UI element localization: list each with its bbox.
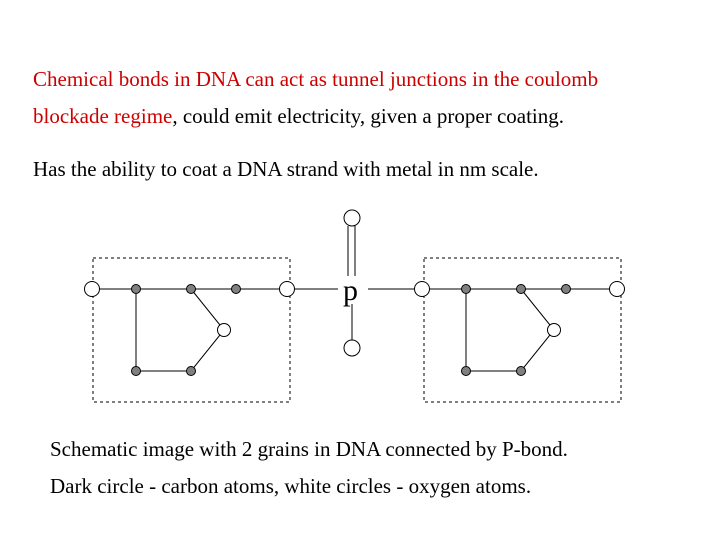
carbon-atom — [517, 367, 526, 376]
intro-line-2-rest: , could emit electricity, given a proper coating. — [172, 104, 565, 128]
oxygen-atom — [218, 324, 231, 337]
oxygen-atom — [548, 324, 561, 337]
caption-line-1: Schematic image with 2 grains in DNA connected by P-bond. — [50, 437, 568, 461]
carbon-atom — [132, 367, 141, 376]
right-grain-border — [424, 258, 621, 402]
carbon-atom — [232, 285, 241, 294]
left-ring — [136, 289, 224, 371]
oxygen-atom — [415, 282, 430, 297]
intro-line-1-text: Chemical bonds in DNA can act as tunnel junctions in the coulomb — [33, 67, 599, 91]
carbon-atom — [462, 367, 471, 376]
oxygen-atom — [280, 282, 295, 297]
carbon-atom — [187, 367, 196, 376]
carbon-atom — [517, 285, 526, 294]
carbon-atom — [462, 285, 471, 294]
right-ring — [466, 289, 554, 371]
phosphorus-label: p — [343, 274, 358, 307]
caption-line-2: Dark circle - carbon atoms, white circles - oxygen atoms. — [50, 474, 532, 498]
oxygen-atom-top — [344, 210, 360, 226]
ability-statement: Has the ability to coat a DNA strand with metal in nm scale. — [33, 157, 539, 181]
carbon-atom — [187, 285, 196, 294]
intro-red-phrase: blockade regime — [33, 104, 173, 128]
oxygen-atom — [610, 282, 625, 297]
oxygen-atom-bottom — [344, 340, 360, 356]
carbon-atom — [562, 285, 571, 294]
left-grain-border — [93, 258, 290, 402]
oxygen-atom — [85, 282, 100, 297]
carbon-atom — [132, 285, 141, 294]
